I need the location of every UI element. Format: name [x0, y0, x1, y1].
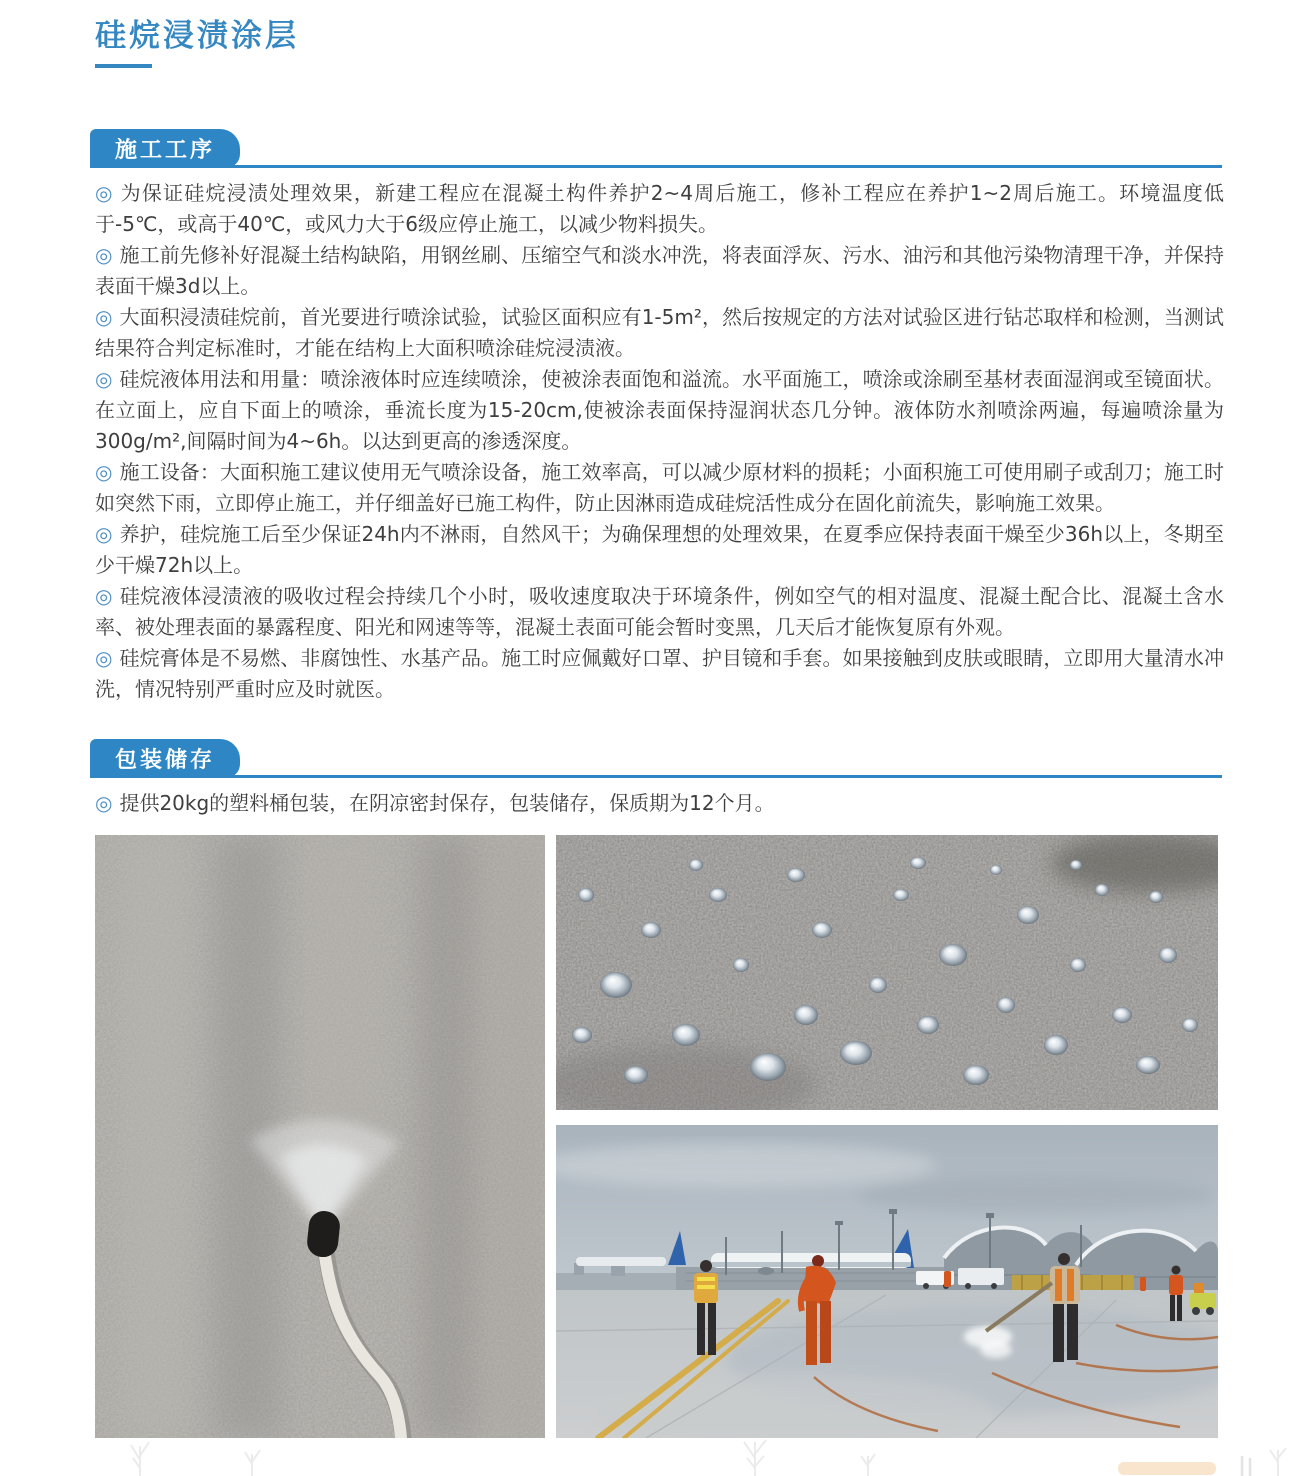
bullet-text: 大面积浸渍硅烷前，首光要进行喷涂试验，试验区面积应有1-5m²，然后按规定的方法对试验区进行钻芯取样和检测，当测试结果符合判定标准时，才能在结构上大面积喷涂硅烷浸渍液。: [95, 305, 1225, 360]
bullet-text: 硅烷液体用法和用量：喷涂液体时应连续喷涂，使被涂表面饱和溢流。水平面施工，喷涂或涂刷至基材表面湿润或至镜面状。在立面上，应自下面上的喷涂，垂流长度为15-20cm,使被涂表面保持湿润状态几分钟。液体防水剂喷涂两遍，每遍喷涂量为300g/m²,间隔时间为4~6h。以达到更高的渗透深度。: [95, 367, 1225, 453]
photo-airport-apron-silane-spraying: [556, 1125, 1218, 1438]
bullet-icon: ◎: [95, 181, 114, 205]
footer-decorative-trees: [0, 1430, 1290, 1476]
bullet-text: 提供20kg的塑料桶包装，在阴凉密封保存，包装储存，保质期为12个月。: [119, 791, 775, 815]
bullet-icon: ◎: [95, 367, 113, 391]
packaging-storage-bullets: [95, 788, 1224, 819]
bullet-icon: ◎: [95, 646, 113, 670]
section-heading-packaging-storage: [90, 739, 240, 778]
section-rule: [90, 775, 1222, 778]
bullet-text: 硅烷液体浸渍液的吸收过程会持续几个小时，吸收速度取决于环境条件，例如空气的相对温度、混凝土配合比、混凝土含水率、被处理表面的暴露程度、阳光和网速等等，混凝土表面可能会暂时变黑，几天后才能恢复原有外观。: [95, 584, 1224, 639]
bullet-text: 硅烷膏体是不易燃、非腐蚀性、水基产品。施工时应佩戴好口罩、护目镜和手套。如果接触到皮肤或眼睛，立即用大量清水冲洗，情况特别严重时应及时就医。: [95, 646, 1225, 701]
bullet-icon: ◎: [95, 791, 113, 815]
construction-procedure-bullets: [95, 178, 1224, 705]
bullet-item: [95, 643, 1224, 705]
bullet-icon: ◎: [95, 584, 113, 608]
page-title: 硅烷浸渍涂层: [95, 18, 299, 54]
bullet-icon: ◎: [95, 522, 113, 546]
bullet-icon: ◎: [95, 460, 113, 484]
bullet-text: 为保证硅烷浸渍处理效果，新建工程应在混凝土构件养护2~4周后施工，修补工程应在养护1~2周后施工。环境温度低于-5℃，或高于40℃，或风力大于6级应停止施工，以减少物料损失。: [95, 181, 1224, 236]
bullet-icon: ◎: [95, 243, 113, 267]
section-heading-label: 包装储存: [114, 748, 215, 773]
bullet-item: [95, 302, 1224, 364]
bullet-item: [95, 457, 1224, 519]
bullet-item: [95, 178, 1224, 240]
bullet-item: [95, 788, 1224, 819]
bullet-item: [95, 581, 1224, 643]
bullet-text: 施工前先修补好混凝土结构缺陷，用钢丝刷、压缩空气和淡水冲洗，将表面浮灰、污水、油污和其他污染物清理干净，并保持表面干燥3d以上。: [95, 243, 1225, 298]
title-underline: [95, 64, 152, 68]
section-heading-label: 施工工序: [114, 138, 215, 163]
bullet-item: [95, 240, 1224, 302]
bullet-text: 养护，硅烷施工后至少保证24h内不淋雨，自然风干；为确保理想的处理效果，在夏季应保持表面干燥至少36h以上，冬期至少干燥72h以上。: [95, 522, 1224, 577]
bullet-item: [95, 364, 1224, 457]
photo-water-beading-on-treated-concrete: [556, 835, 1218, 1110]
section-rule: [90, 165, 1222, 168]
section-heading-construction-procedure: [90, 129, 240, 168]
bullet-text: 施工设备：大面积施工建议使用无气喷涂设备，施工效率高，可以减少原材料的损耗；小面积施工可使用刷子或刮刀；施工时如突然下雨，立即停止施工，并仔细盖好已施工构件，防止因淋雨造成硅烷活性成分在固化前流失，影响施工效果。: [95, 460, 1225, 515]
bullet-item: [95, 519, 1224, 581]
photo-silane-spray-on-concrete-wall: [95, 835, 545, 1438]
bullet-icon: ◎: [95, 305, 113, 329]
